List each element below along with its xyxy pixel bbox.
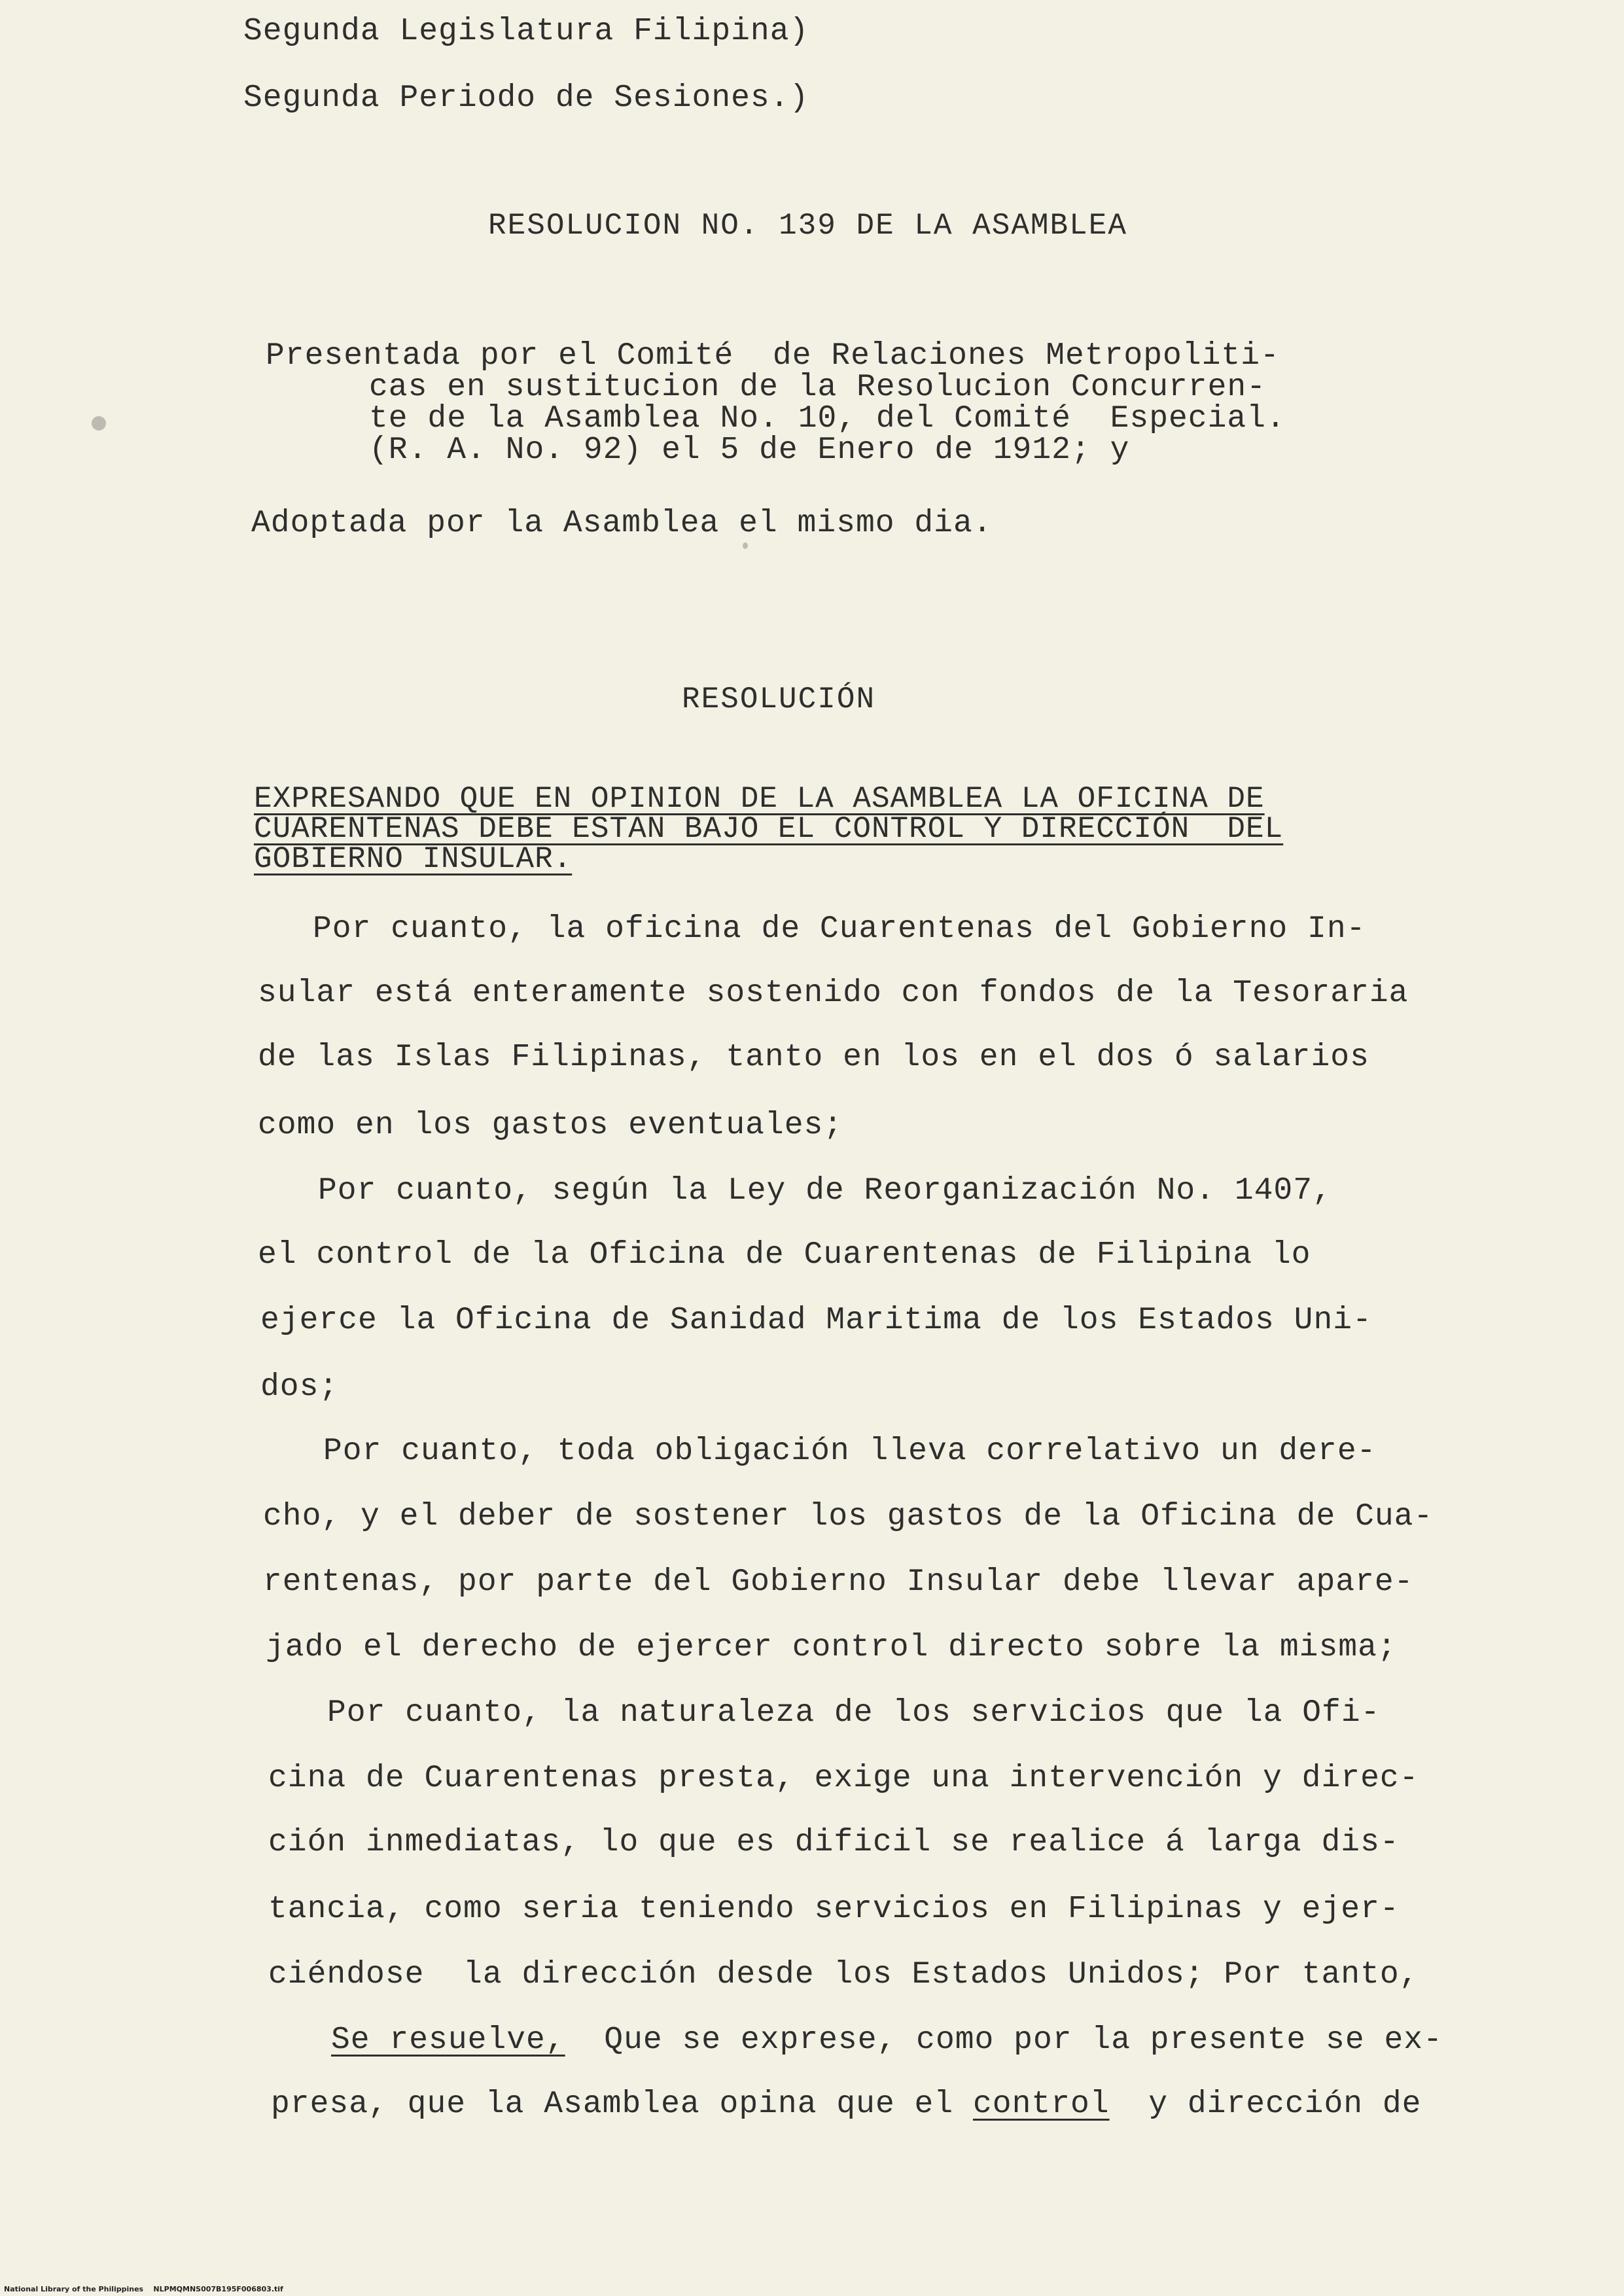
presented-line-4: (R. A. No. 92) el 5 de Enero de 1912; y (369, 433, 1130, 468)
presented-line-3: te de la Asamblea No. 10, del Comité Especial. (369, 401, 1286, 436)
resolve-control-word: control (972, 2087, 1110, 2122)
scan-smudge (92, 416, 106, 431)
header-line-1: Segunda Legislatura Filipina) (243, 14, 809, 49)
presented-line-1: Presentada por el Comité de Relaciones Metropoliti- (266, 338, 1280, 374)
body-line-10: cho, y el deber de sostener los gastos de la Oficina de Cua- (263, 1499, 1434, 1534)
presented-line-2: cas en sustitucion de la Resolucion Concurren- (369, 370, 1267, 405)
scan-footer-caption: National Library of the Philippines NLPMQMNS007B195F006803.tif (4, 2285, 283, 2293)
resolution-title: RESOLUCION NO. 139 DE LA ASAMBLEA (488, 209, 1127, 243)
body-line-16: tancia, como seria teniendo servicios en Filipinas y ejer- (268, 1892, 1400, 1927)
body-line-5: Por cuanto, según la Ley de Reorganización No. 1407, (318, 1173, 1332, 1209)
resolve-line-2-b: y dirección de (1109, 2087, 1422, 2122)
resolution-heading: RESOLUCIÓN (682, 682, 876, 716)
body-line-4: como en los gastos eventuales; (258, 1108, 843, 1143)
body-line-15: ción inmediatas, lo que es dificil se realice á larga dis- (268, 1825, 1400, 1860)
resolve-line-2 (271, 2089, 1421, 2120)
body-line-13: Por cuanto, la naturaleza de los servicios que la Ofi- (327, 1695, 1381, 1731)
body-line-2: sular está enteramente sostenido con fondos de la Tesoraria (258, 976, 1409, 1011)
subject-line-3: GOBIERNO INSULAR. (254, 842, 573, 876)
body-line-6: el control de la Oficina de Cuarentenas de Filipina lo (258, 1237, 1311, 1273)
body-line-9: Por cuanto, toda obligación lleva correlativo un dere- (323, 1434, 1377, 1469)
subject-line-1: EXPRESANDO QUE EN OPINION DE LA ASAMBLEA LA OFICINA DE (254, 782, 1265, 816)
body-line-7: ejerce la Oficina de Sanidad Maritima de los Estados Uni- (260, 1303, 1372, 1338)
body-line-12: jado el derecho de ejercer control directo sobre la misma; (266, 1630, 1397, 1665)
body-line-14: cina de Cuarentenas presta, exige una intervención y direc- (268, 1761, 1419, 1796)
resolve-line-1 (331, 2024, 1443, 2056)
resolve-line-1-rest: Que se exprese, como por la presente se ex- (565, 2022, 1443, 2058)
body-line-8: dos; (260, 1369, 339, 1405)
body-line-3: de las Islas Filipinas, tanto en los en el dos ó salarios (258, 1040, 1369, 1075)
body-line-1: Por cuanto, la oficina de Cuarentenas del Gobierno In- (313, 911, 1366, 947)
resolve-label: Se resuelve, (331, 2022, 565, 2058)
adopted-line: Adoptada por la Asamblea el mismo dia. (251, 506, 993, 541)
body-line-11: rentenas, por parte del Gobierno Insular debe llevar apare- (263, 1564, 1414, 1600)
resolve-line-2-a: presa, que la Asamblea opina que el (271, 2087, 973, 2122)
header-line-2: Segunda Periodo de Sesiones.) (243, 80, 809, 116)
body-line-17: ciéndose la dirección desde los Estados Unidos; Por tanto, (268, 1957, 1419, 1992)
scan-smudge-2 (743, 542, 748, 549)
subject-line-2: CUARENTENAS DEBE ESTAN BAJO EL CONTROL Y DIRECCIÓN DEL (254, 812, 1284, 846)
